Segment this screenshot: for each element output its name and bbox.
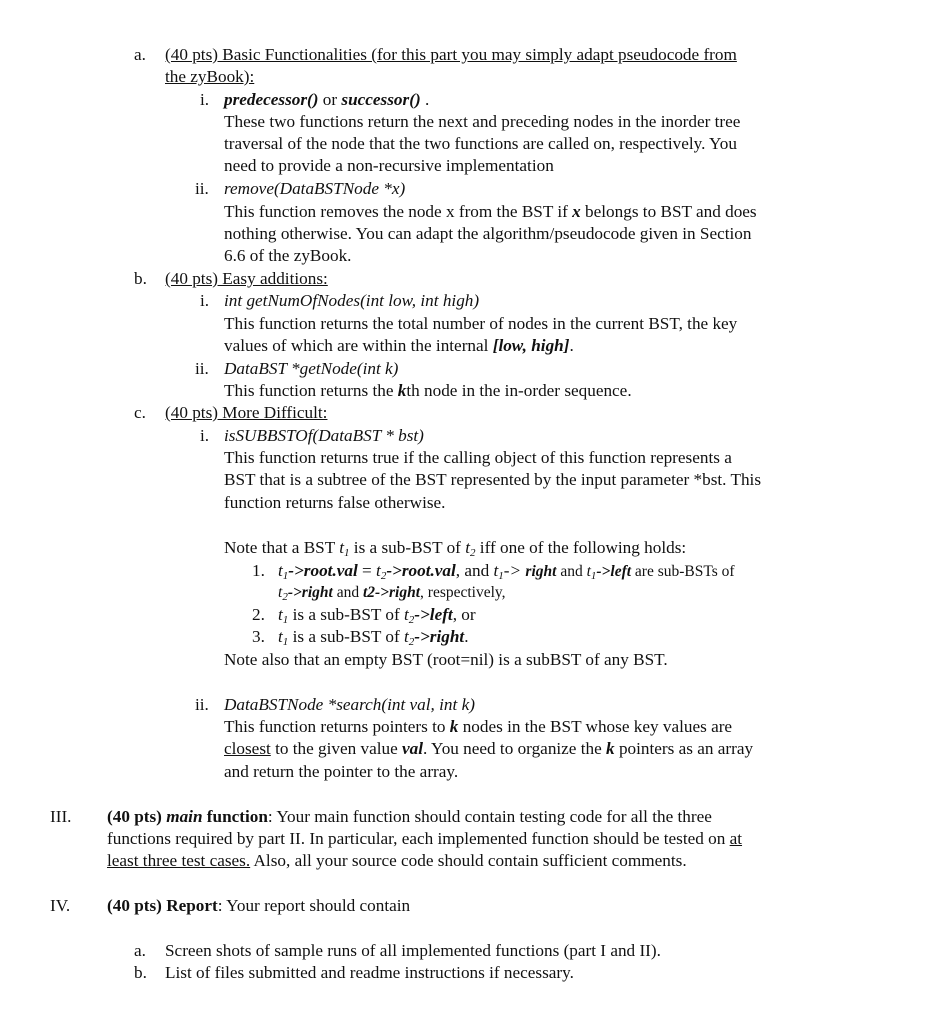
note-b: is a sub-BST of xyxy=(349,538,466,557)
c3-b: ->right xyxy=(414,627,465,646)
c2-c: , or xyxy=(452,605,476,624)
c1b-c: t2->right xyxy=(362,584,421,601)
issubbstof-desc-3: function returns false otherwise. xyxy=(224,493,446,512)
part-c-i-marker: i. xyxy=(200,426,210,445)
getnode-desc xyxy=(224,380,632,402)
gnn-desc-2c: . xyxy=(569,336,574,355)
condition-2: $t_1$ is a sub-BST of $t_2->left$, or xyxy=(278,605,476,626)
iv-title: (40 pts) Report xyxy=(107,896,218,915)
c3-a: is a sub-BST of xyxy=(288,627,404,646)
part-a-title-cont: the zyBook): xyxy=(165,67,255,86)
section-iv-marker: IV. xyxy=(50,896,71,915)
c1-h: ->left xyxy=(596,563,632,580)
gnn-interval: [low, high] xyxy=(492,336,570,355)
predecessor-sig: predecessor() xyxy=(224,90,319,109)
remove-desc-1x: x xyxy=(572,202,581,221)
condition-3: $t_1$ is a sub-BST of $t_2->right$. xyxy=(278,627,469,648)
getnode-k: k xyxy=(397,381,407,400)
successor-sig: successor() xyxy=(341,90,421,109)
c1-e: -> xyxy=(503,561,526,580)
part-b-ii-marker: ii. xyxy=(195,359,209,378)
search-k2: k xyxy=(606,739,615,758)
search-desc-2d: pointers as an array xyxy=(614,739,754,758)
getnumofnodes-desc-2 xyxy=(224,335,574,357)
part-c-marker: c. xyxy=(134,403,146,422)
part-b-i-marker: i. xyxy=(200,291,210,310)
note-t1: t xyxy=(339,538,344,557)
search-desc-2c: . You need to organize the xyxy=(423,739,607,758)
section-iv-a-text: Screen shots of sample runs of all implemented functions (part I and II). xyxy=(165,941,661,960)
search-desc-3: and return the pointer to the array. xyxy=(224,762,459,781)
or-text: or xyxy=(318,90,342,109)
iv-rest: : Your report should contain xyxy=(217,896,411,915)
search-desc-1b: nodes in the BST whose key values are xyxy=(458,717,733,736)
note-c: iff one of the following holds: xyxy=(475,538,687,557)
part-a-marker: a. xyxy=(134,45,146,64)
search-signature: DataBSTNode *search(int val, int k) xyxy=(224,695,475,714)
note-t2: t xyxy=(465,538,470,557)
gnn-desc-2a: values of which are within the internal xyxy=(224,336,493,355)
remove-desc-3: 6.6 of the zyBook. xyxy=(224,246,352,265)
part-c-ii-marker: ii. xyxy=(195,695,209,714)
c2-b: ->left xyxy=(414,605,453,624)
getnode-signature: DataBST *getNode(int k) xyxy=(224,359,399,378)
search-desc-2b: to the given value xyxy=(270,739,403,758)
condition-3-marker: 3. xyxy=(252,627,265,646)
section-iii-marker: III. xyxy=(50,807,72,826)
part-b-title: (40 pts) Easy additions: xyxy=(165,269,328,288)
c1-b: = xyxy=(357,561,377,580)
getnode-desc-b: th node in the in-order sequence. xyxy=(406,381,632,400)
remove-desc-1b: belongs to BST and does xyxy=(580,202,757,221)
search-desc-2 xyxy=(224,738,753,760)
part-a-i-desc-2: traversal of the node that the two functions are called on, respectively. You xyxy=(224,134,737,153)
part-b-marker: b. xyxy=(134,269,147,288)
getnumofnodes-desc-1: This function returns the total number of nodes in the current BST, the key xyxy=(224,314,738,333)
c1-d: , and xyxy=(455,561,494,580)
iii-l2-b: at xyxy=(729,829,743,848)
search-val: val xyxy=(402,739,424,758)
iii-l3-b: Also, all your source code should contain sufficient comments. xyxy=(250,851,687,870)
note-s1: 1 xyxy=(344,547,350,559)
iii-func: function xyxy=(202,807,268,826)
part-c-title: (40 pts) More Difficult: xyxy=(165,403,328,422)
condition-1-cont: $t_2->right$ and t2->right, respectively, xyxy=(278,584,506,603)
c1-a: ->root.val xyxy=(288,561,358,580)
search-closest: closest xyxy=(224,739,271,758)
search-k: k xyxy=(449,717,459,736)
remove-desc-1 xyxy=(224,201,757,223)
search-desc-1 xyxy=(224,716,732,738)
issubbstof-desc-2: BST that is a subtree of the BST represented by the input parameter *bst. This xyxy=(224,470,762,489)
remove-desc-2: nothing otherwise. You can adapt the algorithm/pseudocode given in Section xyxy=(224,224,752,243)
issubbstof-signature: isSUBBSTOf(DataBST * bst) xyxy=(224,426,424,445)
part-a-i-marker: i. xyxy=(200,90,210,109)
c1-g: and xyxy=(556,563,587,580)
part-a-i-desc-3: need to provide a non-recursive implementation xyxy=(224,156,554,175)
condition-2-marker: 2. xyxy=(252,605,265,624)
c1-c: ->root.val xyxy=(386,561,456,580)
empty-bst-note: Note also that an empty BST (root=nil) is a subBST of any BST. xyxy=(224,650,668,669)
section-iv-b-marker: b. xyxy=(134,963,147,982)
condition-1: $t_1->root.val$ = $t_2->root.val$, and $t_1->$ right and $t_1->left$ are sub-BSTs of xyxy=(278,561,735,582)
c1-f: right xyxy=(525,563,557,580)
sig-end: . xyxy=(420,90,430,109)
remove-desc-1a: This function removes the node x from the BST if xyxy=(224,202,573,221)
issubbstof-desc-1: This function returns true if the calling object of this function represents a xyxy=(224,448,732,467)
c1b-a: ->right xyxy=(287,584,333,601)
c1b-d: , respectively, xyxy=(420,584,506,601)
c1-i: are sub-BSTs of xyxy=(631,563,735,580)
section-iv-a-marker: a. xyxy=(134,941,146,960)
c1b-b: and xyxy=(332,584,363,601)
c3-c: . xyxy=(464,627,469,646)
part-a-title: (40 pts) Basic Functionalities (for this part you may simply adapt pseudocode from xyxy=(165,45,737,64)
note-s2: 2 xyxy=(470,547,476,559)
iii-l2-a: functions required by part II. In particular, each implemented function should be tested on xyxy=(107,829,730,848)
part-a-ii-marker: ii. xyxy=(195,179,209,198)
iii-l1-rest: : Your main function should contain testing code for all the three xyxy=(267,807,712,826)
getnumofnodes-signature: int getNumOfNodes(int low, int high) xyxy=(224,291,480,310)
section-iii-line-3 xyxy=(107,850,687,872)
c2-a: is a sub-BST of xyxy=(288,605,404,624)
section-iii-line-2 xyxy=(107,828,742,850)
remove-signature: remove(DataBSTNode *x) xyxy=(224,179,406,198)
getnode-desc-a: This function returns the xyxy=(224,381,398,400)
note-a: Note that a BST xyxy=(224,538,340,557)
section-iii-line-1 xyxy=(107,806,712,828)
iii-main: main xyxy=(166,807,203,826)
part-a-i-desc-1: These two functions return the next and preceding nodes in the inorder tree xyxy=(224,112,741,131)
section-iv-title xyxy=(107,895,410,917)
predecessor-successor-signature xyxy=(224,89,429,111)
section-iv-b-text: List of files submitted and readme instructions if necessary. xyxy=(165,963,574,982)
condition-1-marker: 1. xyxy=(252,561,265,580)
search-desc-1a: This function returns pointers to xyxy=(224,717,450,736)
iii-l3-a: least three test cases. xyxy=(107,851,251,870)
iii-pts: (40 pts) xyxy=(107,807,167,826)
